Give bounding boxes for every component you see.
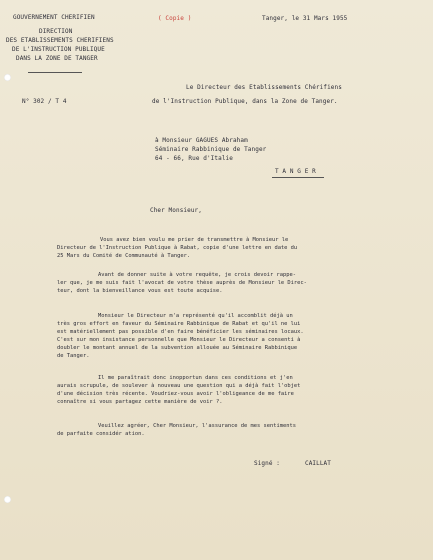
letterhead-line-3: DES ETABLISSEMENTS CHERIFIENS — [6, 37, 114, 44]
salutation: Cher Monsieur, — [150, 207, 202, 214]
paragraph-3-line-6: de Tanger. — [57, 353, 90, 359]
recipient-city-rule — [272, 177, 324, 178]
sender-line-1: Le Directeur des Etablissements Chérifiens — [186, 84, 342, 91]
recipient-line-2: Séminaire Rabbinique de Tanger — [155, 146, 267, 153]
copy-mark: ( Copie ) — [158, 15, 192, 22]
letterhead-rule — [28, 72, 82, 73]
sender-line-2: de l'Instruction Publique, dans la Zone de Tanger. — [152, 98, 338, 105]
paragraph-2-line-2: ler que, je me suis fait l'avocat de votre thèse auprès de Monsieur le Direc- — [57, 280, 307, 286]
recipient-line-3: 64 - 66, Rue d'Italie — [155, 155, 233, 162]
recipient-city: T A N G E R — [275, 168, 316, 175]
signature-label: Signé : — [254, 460, 280, 467]
paragraph-4-line-2: aurais scrupule, de soulever à nouveau une question qui a déjà fait l'objet — [57, 383, 301, 389]
closing-line-2: de parfaite considér ation. — [57, 431, 145, 437]
paragraph-2-line-1: Avant de donner suite à votre requête, je crois devoir rappe- — [98, 272, 296, 278]
paragraph-3-line-3: est matériellement pas possible d'en faire bénéficier les séminaires locaux. — [57, 329, 304, 335]
paragraph-3-line-2: très gros effort en faveur du Séminaire Rabbinique de Rabat et qu'il ne lui — [57, 321, 301, 327]
letterhead-line-1: GOUVERNEMENT CHERIFIEN — [13, 14, 95, 21]
reference-number: N° 302 / T 4 — [22, 98, 67, 105]
letterhead-line-2: DIRECTION — [39, 28, 73, 35]
letterhead-line-4: DE L'INSTRUCTION PUBLIQUE — [12, 46, 105, 53]
paragraph-1-line-3: 25 Mars du Comité de Communauté à Tanger. — [57, 253, 191, 259]
paragraph-1-line-2: Directeur de l'Instruction Publique à Rabat, copie d'une lettre en date du — [57, 245, 298, 251]
paragraph-4-line-1: Il me paraîtrait donc inopportun dans ces conditions et j'en — [98, 375, 293, 381]
paragraph-3-line-5: doubler le montant annuel de la subvention allouée au Séminaire Rabbinique — [57, 345, 298, 351]
recipient-line-1: à Monsieur GAGUES Abraham — [155, 137, 248, 144]
closing-line-1: Veuillez agréer, Cher Monsieur, l'assurance de mes sentiments — [98, 423, 296, 429]
signature-name: CAILLAT — [305, 460, 331, 467]
paragraph-2-line-3: teur, dont la bienveillance vous est toute acquise. — [57, 288, 223, 294]
paragraph-3-line-1: Monsieur le Directeur m'a représenté qu'il accomblit déjà un — [98, 313, 293, 319]
paragraph-4-line-3: d'une décision très récente. Voudriez-vous avoir l'obligeance de me faire — [57, 391, 294, 397]
paragraph-1-line-1: Vous avez bien voulu me prier de transmettre à Monsieur le — [100, 237, 289, 243]
punch-hole-bottom — [4, 496, 11, 503]
paragraph-4-line-4: connaître si vous partagez cette manière de voir ?. — [57, 399, 223, 405]
paragraph-3-line-4: C'est sur mon insistance personnelle que Monsieur le Directeur a consenti à — [57, 337, 301, 343]
letterhead-line-5: DANS LA ZONE DE TANGER — [16, 55, 98, 62]
punch-hole-top — [4, 74, 11, 81]
place-date: Tanger, le 31 Mars 1955 — [262, 15, 348, 22]
